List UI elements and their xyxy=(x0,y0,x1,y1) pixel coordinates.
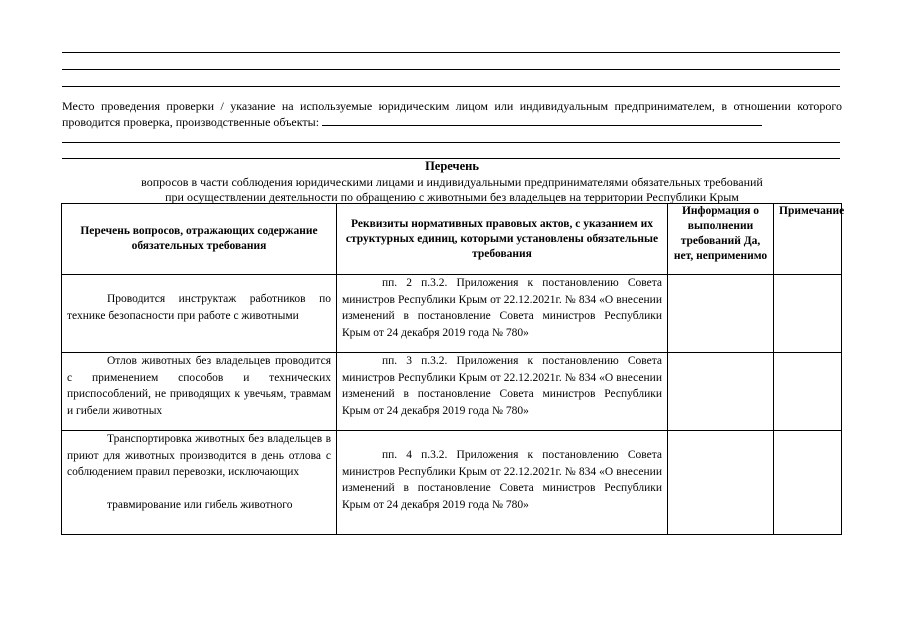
question-text-continued: травмирование или гибель животного xyxy=(107,498,293,511)
blank-line-3 xyxy=(62,86,840,87)
column-header-questions: Перечень вопросов, отражающих содержание обязательных требования xyxy=(62,204,337,275)
column-header-note: Примечание xyxy=(774,204,842,275)
checklist-table xyxy=(61,203,845,535)
note-cell[interactable] xyxy=(774,275,842,353)
blank-line-1 xyxy=(62,52,840,53)
reference-cell: пп. 4 п.3.2. Приложения к постановлению Совета министров Республики Крым от 22.12.2021г. № 834 «О внесении изменений в постановление Совета министров Республики Крым от 24 декабря 2019 года № 780» xyxy=(337,431,668,535)
column-header-info: Информация о выполнении требований Да, нет, неприменимо xyxy=(668,204,774,275)
question-text: Проводится инструктаж работников по технике безопасности при работе с животными xyxy=(67,293,331,322)
table-header-row xyxy=(62,204,842,275)
note-cell[interactable] xyxy=(774,431,842,535)
info-cell[interactable] xyxy=(668,353,774,431)
info-cell[interactable] xyxy=(668,431,774,535)
list-title: Перечень xyxy=(425,159,479,173)
question-cell xyxy=(62,353,337,431)
column-header-references: Реквизиты нормативных правовых актов, с указанием их структурных единиц, которыми установлены обязательные требования xyxy=(337,204,668,275)
table-row xyxy=(62,353,842,431)
reference-cell: пп. 2 п.3.2. Приложения к постановлению Совета министров Республики Крым от 22.12.2021г. № 834 «О внесении изменений в постановление Совета министров Республики Крым от 24 декабря 2019 года № 780» xyxy=(337,275,668,353)
question-cell xyxy=(62,275,337,353)
list-subtitle-line-2: при осуществлении деятельности по обращению с животными без владельцев на территории Республики Крым xyxy=(165,190,739,204)
list-subtitle-line-1: вопросов в части соблюдения юридическими лицами и индивидуальными предпринимателями обязательных требований xyxy=(141,175,763,189)
note-cell[interactable] xyxy=(774,353,842,431)
inspection-place xyxy=(62,98,842,130)
question-cell xyxy=(62,431,337,535)
table-row xyxy=(62,431,842,535)
question-text: Отлов животных без владельцев проводится с применением способов и технических приспособлений, не приводящих к увечьям, травмам и гибели животных xyxy=(67,355,331,417)
blank-line-2 xyxy=(62,69,840,70)
inspection-place-label: Место проведения проверки / указание на используемые юридическим лицом или индивидуальным предпринимателем, в отношении которого проводится проверка, производственные объекты: xyxy=(62,99,842,129)
table-row xyxy=(62,275,842,353)
inspection-place-blank[interactable] xyxy=(322,114,762,126)
blank-line-4 xyxy=(62,142,840,143)
question-text: Транспортировка животных без владельцев в приют для животных производится в день отлова с соблюдением правил перевозки, исключающих xyxy=(67,433,331,478)
info-cell[interactable] xyxy=(668,275,774,353)
reference-cell: пп. 3 п.3.2. Приложения к постановлению Совета министров Республики Крым от 22.12.2021г. № 834 «О внесении изменений в постановление Совета министров Республики Крым от 24 декабря 2019 года № 780» xyxy=(337,353,668,431)
